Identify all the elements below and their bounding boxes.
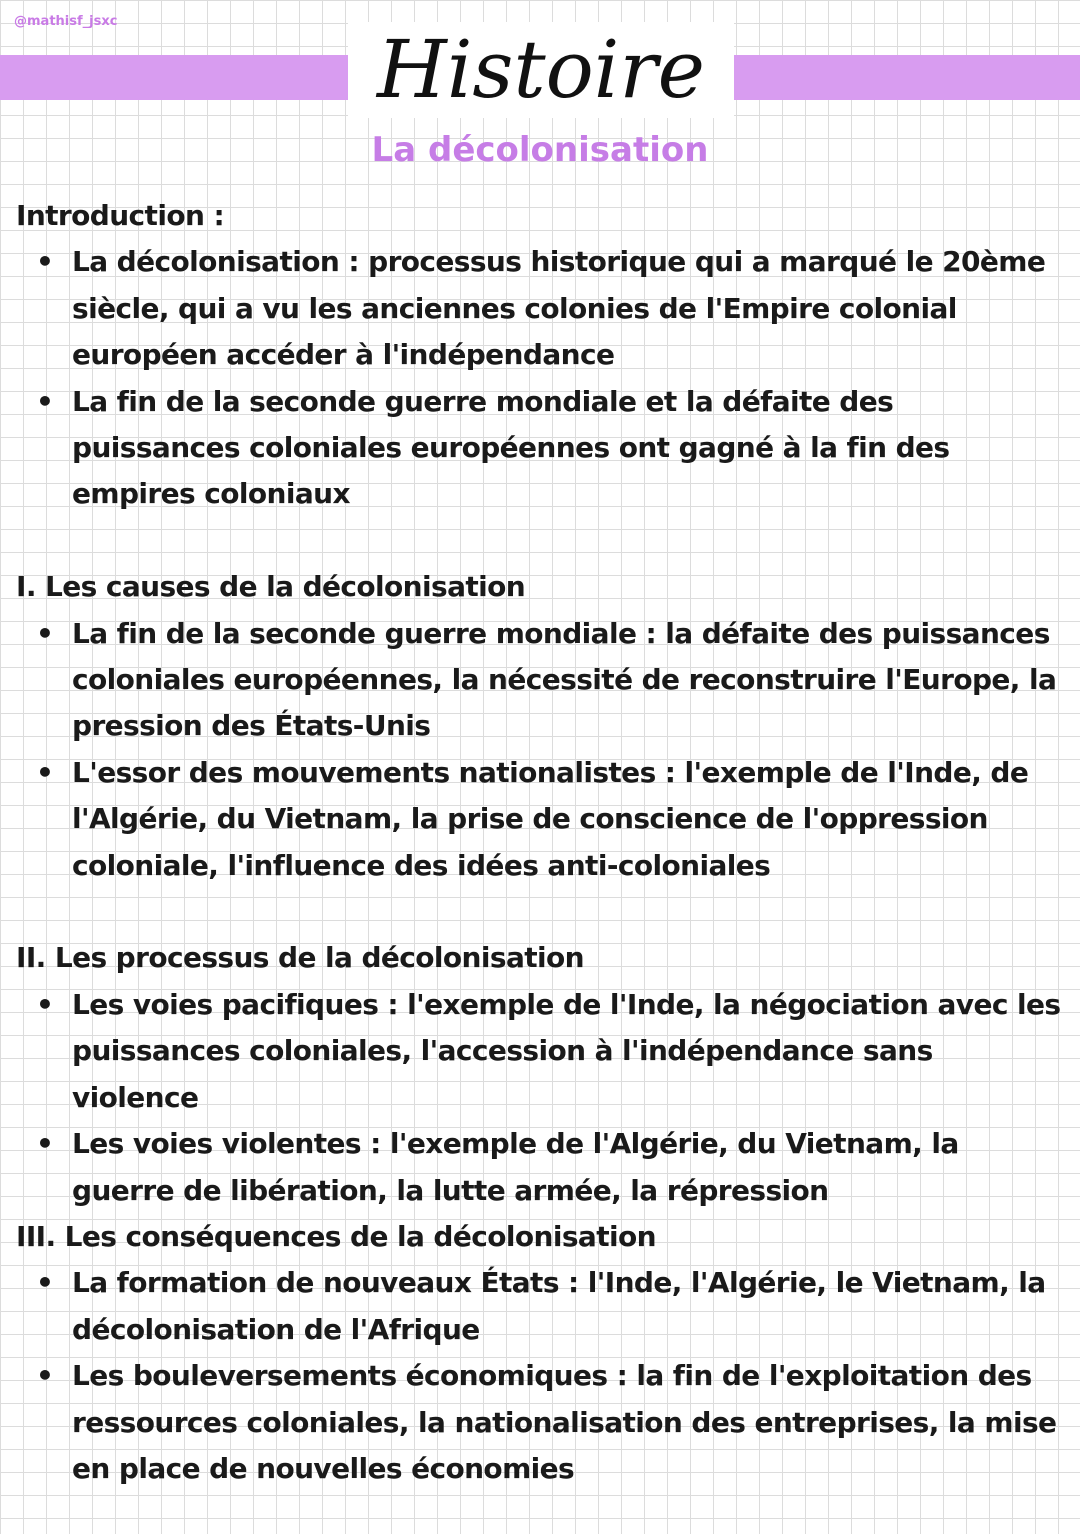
list-item	[16, 750, 1066, 889]
bullet-icon: •	[36, 1266, 54, 1300]
list-item-text: Les voies pacifiques : l'exemple de l'Inde, la négociation avec les puissances coloniales, l'accession à l'indépendance sans violence	[72, 987, 1061, 1114]
title-band-right	[734, 55, 1080, 100]
list-item	[16, 379, 1066, 518]
bullet-icon: •	[36, 616, 54, 650]
page-subtitle: La décolonisation	[371, 130, 709, 170]
section-heading: Introduction :	[16, 199, 225, 232]
list-item-text: Les voies violentes : l'exemple de l'Algérie, du Vietnam, la guerre de libération, la lutte armée, la répression	[72, 1127, 959, 1207]
bullet-list	[16, 611, 1066, 889]
section-introduction	[16, 193, 1066, 518]
bullet-icon: •	[36, 245, 54, 279]
section-consequences	[16, 1214, 1066, 1492]
list-item-text: La fin de la seconde guerre mondiale : la défaite des puissances coloniales européennes, la nécessité de reconstruire l'Europe, la pression des États-Unis	[72, 616, 1057, 743]
list-item	[16, 611, 1066, 750]
list-item	[16, 1353, 1066, 1492]
title-band-left	[0, 55, 348, 100]
section-heading: III. Les conséquences de la décolonisation	[16, 1219, 656, 1253]
bullet-icon: •	[36, 1359, 54, 1393]
bullet-list	[16, 1260, 1066, 1492]
notes-body	[16, 193, 1066, 1492]
section-heading: I. Les causes de la décolonisation	[16, 570, 526, 604]
section-causes	[16, 564, 1066, 889]
bullet-icon: •	[36, 755, 54, 789]
page-title: Histoire	[348, 22, 734, 118]
list-item-text: La formation de nouveaux États : l'Inde, l'Algérie, le Vietnam, la décolonisation de l'Afrique	[72, 1266, 1046, 1346]
bullet-list	[16, 239, 1066, 517]
list-item	[16, 1121, 1066, 1214]
section-processus	[16, 935, 1066, 1213]
bullet-list	[16, 982, 1066, 1214]
list-item-text: La fin de la seconde guerre mondiale et la défaite des puissances coloniales européennes ont gagné à la fin des empires coloniaux	[72, 384, 950, 511]
list-item-text: Les bouleversements économiques : la fin de l'exploitation des ressources coloniales, la nationalisation des entreprises, la mise en place de nouvelles économies	[72, 1359, 1057, 1485]
author-handle: @mathisf_jsxc	[14, 14, 118, 29]
bullet-icon: •	[36, 1127, 54, 1161]
section-heading: II. Les processus de la décolonisation	[16, 941, 584, 975]
list-item-text: La décolonisation : processus historique qui a marqué le 20ème siècle, qui a vu les anciennes colonies de l'Empire colonial européen accéder à l'indépendance	[72, 245, 1046, 372]
list-item	[16, 1260, 1066, 1353]
list-item	[16, 239, 1066, 378]
list-item	[16, 982, 1066, 1121]
bullet-icon: •	[36, 384, 54, 418]
bullet-icon: •	[36, 987, 54, 1021]
list-item-text: L'essor des mouvements nationalistes : l'exemple de l'Inde, de l'Algérie, du Vietnam, la prise de conscience de l'oppression coloniale, l'influence des idées anti-coloniales	[72, 755, 1029, 882]
